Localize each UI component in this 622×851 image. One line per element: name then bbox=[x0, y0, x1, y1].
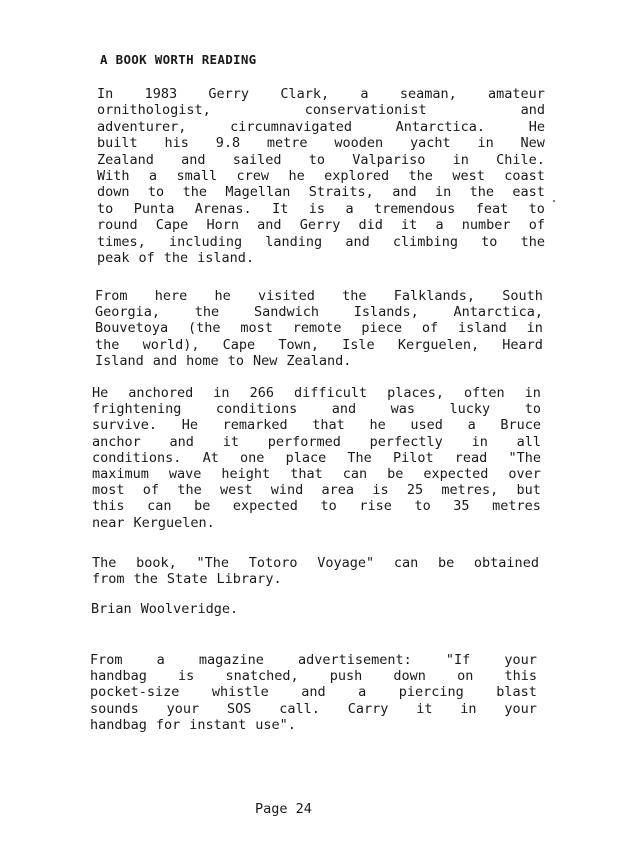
text-line: peak of the island. bbox=[97, 250, 255, 266]
text-line: anchor and it performed perfectly in all bbox=[92, 433, 541, 450]
text-line: He anchored in 266 difficult places, often in bbox=[92, 385, 541, 401]
text-line: this can be expected to rise to 35 metres bbox=[92, 498, 541, 515]
text-line: From here he visited the Falklands, South bbox=[95, 288, 543, 304]
text-line: Zealand and sailed to Valpariso in Chile. bbox=[97, 151, 545, 168]
text-line: Bouvetoya (the most remote piece of island in bbox=[95, 320, 543, 337]
text-line: ornithologist, conservationist and bbox=[97, 102, 545, 119]
text-line: down to the Magellan Straits, and in the east bbox=[97, 184, 545, 201]
text-line: the world), Cape Town, Isle Kerguelen, Heard bbox=[95, 336, 543, 353]
article-title: A BOOK WORTH READING bbox=[100, 52, 257, 67]
text-line: frightening conditions and was lucky to bbox=[92, 401, 541, 418]
text-line: adventurer, circumnavigated Antarctica. He bbox=[97, 118, 545, 135]
text-line: sounds your SOS call. Carry it in your bbox=[90, 700, 537, 717]
text-line: handbag for instant use". bbox=[90, 716, 296, 733]
text-line: built his 9.8 metre wooden yacht in New bbox=[97, 135, 545, 152]
text-line: From a magazine advertisement: "If your bbox=[90, 652, 537, 668]
text-line: times, including landing and climbing to the bbox=[97, 233, 545, 250]
text-line: to Punta Arenas. It is a tremendous feat to bbox=[97, 200, 545, 217]
text-line: from the State Library. bbox=[92, 571, 282, 588]
scan-speck bbox=[553, 200, 555, 202]
page-number: Page 24 bbox=[255, 801, 312, 817]
text-line: In 1983 Gerry Clark, a seaman, amateur bbox=[97, 86, 545, 102]
text-line: maximum wave height that can be expected over bbox=[92, 466, 541, 482]
text-line: near Kerguelen. bbox=[92, 514, 215, 531]
text-line: Georgia, the Sandwich Islands, Antarctica, bbox=[95, 304, 543, 321]
text-line: most of the west wind area is 25 metres, but bbox=[92, 482, 541, 499]
text-line: With a small crew he explored the west coast bbox=[97, 168, 545, 184]
text-line: Brian Woolveridge. bbox=[91, 601, 239, 617]
text-line: conditions. At one place The Pilot read "The bbox=[92, 449, 541, 466]
text-line: round Cape Horn and Gerry did it a number of bbox=[97, 217, 545, 234]
text-line: survive. He remarked that he used a Bruce bbox=[92, 417, 541, 434]
text-line: pocket-size whistle and a piercing blast bbox=[90, 684, 537, 701]
text-line: handbag is snatched, push down on this bbox=[90, 668, 537, 685]
text-line: The book, "The Totoro Voyage" can be obtained bbox=[92, 555, 539, 571]
text-line: Island and home to New Zealand. bbox=[95, 352, 352, 369]
